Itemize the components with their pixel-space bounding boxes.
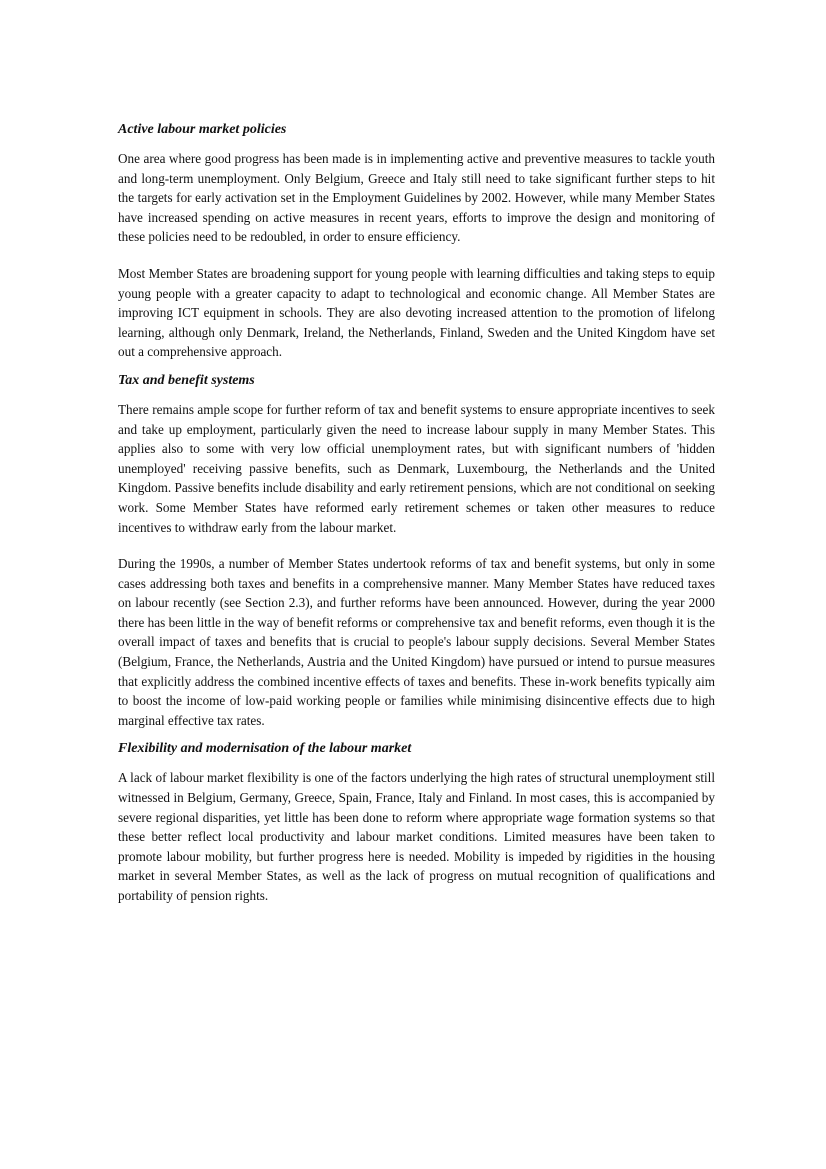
section-active-labour-market-policies <box>118 120 715 362</box>
section-tax-and-benefit-systems <box>118 371 715 731</box>
paragraph: Most Member States are broadening support for young people with learning difficulties and taking steps to equip young people with a greater capacity to adapt to technological and economic change. All Member States are improving ICT equipment in schools. They are also devoting increased attention to the promotion of lifelong learning, although only Denmark, Ireland, the Netherlands, Finland, Sweden and the United Kingdom have set out a comprehensive approach. <box>118 265 715 360</box>
section-flexibility-and-modernisation <box>118 739 715 905</box>
paragraph: One area where good progress has been made is in implementing active and preventive measures to tackle youth and long-term unemployment. Only Belgium, Greece and Italy still need to take significant further steps to hit the targets for early activation set in the Employment Guidelines by 2002. However, while many Member States have increased spending on active measures in recent years, efforts to improve the design and monitoring of these policies need to be redoubled, in order to ensure efficiency. <box>118 151 715 245</box>
paragraph: During the 1990s, a number of Member States undertook reforms of tax and benefit systems, but only in some cases addressing both taxes and benefits in a comprehensive manner. Many Member States have reduced taxes on labour recently (see Section 2.3), and further reforms have been announced. However, during the year 2000 there has been little in the way of benefit reforms or comprehensive tax and benefit reforms, even though it is the overall impact of taxes and benefits that is crucial to people's labour supply decisions. Several Member States (Belgium, France, the Netherlands, Austria and the United Kingdom) have pursued or intend to pursue measures that explicitly address the combined incentive effects of taxes and benefits. These in-work benefits typically aim to boost the income of low-paid working people or families while minimising disincentive effects due to high marginal effective tax rates. <box>118 556 715 728</box>
document-page <box>118 112 715 923</box>
paragraph: A lack of labour market flexibility is one of the factors underlying the high rates of structural unemployment still witnessed in Belgium, Germany, Greece, Spain, France, Italy and Finland. In most cases, this is accompanied by severe regional disparities, yet little has been done to reform where appropriate wage formation systems so that these better reflect local productivity and labour market conditions. Limited measures have been taken to promote labour mobility, but further progress here is needed. Mobility is impeded by rigidities in the housing market in several Member States, as well as the lack of progress on mutual recognition of qualifications and portability of pension rights. <box>118 770 715 903</box>
section-heading: Active labour market policies <box>118 122 287 137</box>
paragraph: There remains ample scope for further reform of tax and benefit systems to ensure appropriate incentives to seek and take up employment, particularly given the need to increase labour supply in many Member States. This applies also to some with very low official unemployment rates, but with significant numbers of 'hidden unemployed' receiving passive benefits, such as Denmark, Luxembourg, the Netherlands and the United Kingdom. Passive benefits include disability and early retirement pensions, which are not conditional on seeking work. Some Member States have reformed early retirement schemes or taken other measures to reduce incentives to withdraw early from the labour market. <box>118 401 715 535</box>
section-heading: Flexibility and modernisation of the labour market <box>118 741 412 757</box>
section-heading: Tax and benefit systems <box>118 372 255 388</box>
